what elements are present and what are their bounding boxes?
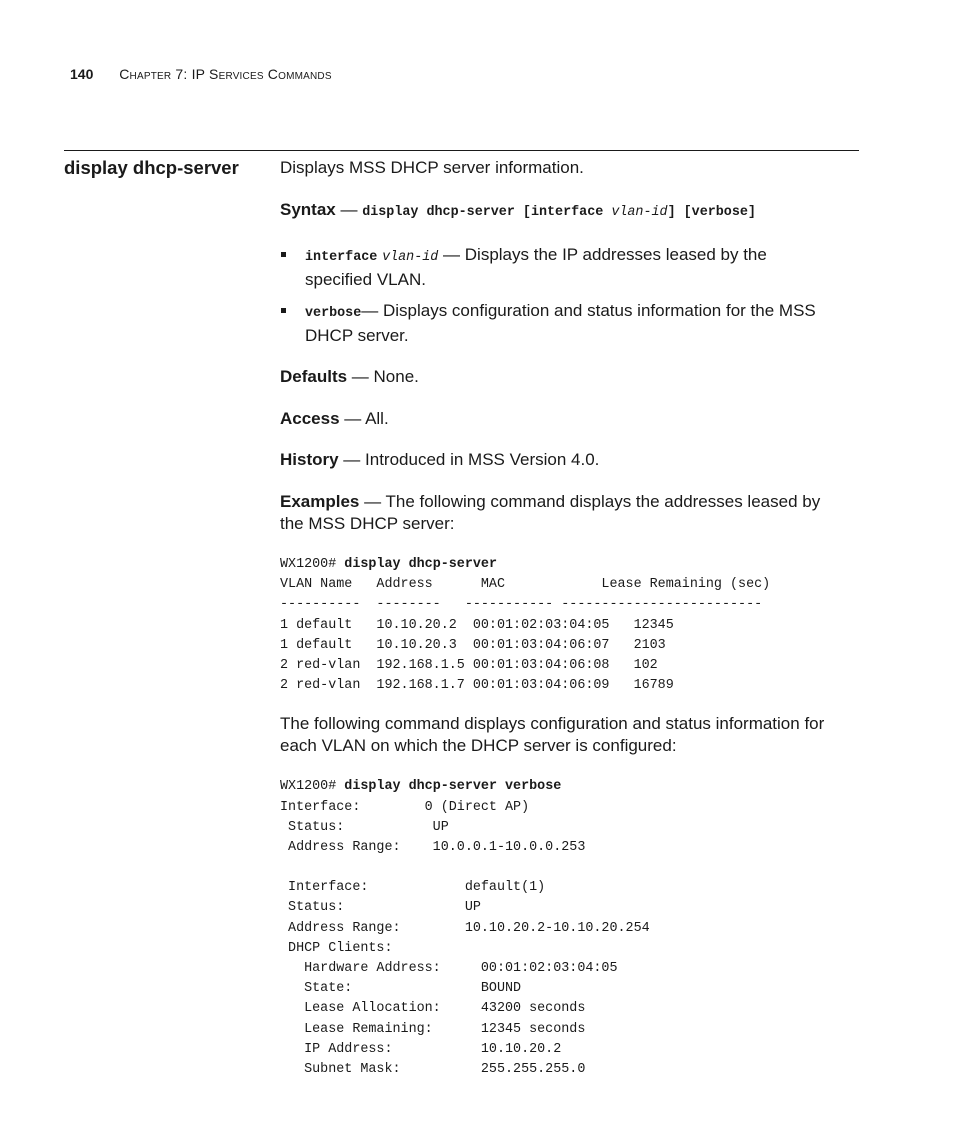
option-interface-keyword: interface	[305, 250, 378, 265]
example2-code-block	[280, 777, 860, 1080]
access-text: — All.	[339, 409, 389, 428]
defaults-text: — None.	[347, 367, 419, 386]
code-line: ---------- -------- ----------- -------------------------	[280, 597, 763, 613]
verbose-intro	[280, 713, 860, 757]
defaults-line	[280, 366, 860, 388]
option-interface-line2: specified VLAN.	[305, 270, 426, 289]
syntax-label: Syntax	[280, 200, 336, 219]
option-verbose-desc: — Displays configuration and status information for the MSS	[361, 301, 816, 320]
examples-text: — The following command displays the addresses leased by	[359, 492, 821, 511]
code-line: Lease Remaining: 12345 seconds	[280, 1021, 586, 1037]
command-description: Displays MSS DHCP server information.	[280, 158, 584, 177]
bullet-icon	[281, 252, 286, 257]
access-line	[280, 408, 860, 430]
history-text: — Introduced in MSS Version 4.0.	[338, 450, 600, 469]
code-line: 1 default 10.10.20.3 00:01:03:04:06:07 2103	[280, 637, 666, 653]
example2-prompt: WX1200#	[280, 779, 345, 795]
code-line: 1 default 10.10.20.2 00:01:02:03:04:05 12345	[280, 617, 674, 633]
examples-label: Examples	[280, 492, 360, 511]
option-verbose	[280, 300, 860, 347]
code-line: DHCP Clients:	[280, 940, 393, 956]
command-title: display dhcp-server	[64, 157, 239, 178]
code-line: IP Address: 10.10.20.2	[280, 1041, 562, 1057]
option-verbose-line1	[305, 300, 860, 325]
examples-line1	[280, 491, 860, 513]
option-interface-desc: — Displays the IP addresses leased by the	[438, 245, 767, 264]
code-line: Lease Allocation: 43200 seconds	[280, 1001, 586, 1017]
verbose-intro-line2: each VLAN on which the DHCP server is configured:	[280, 736, 677, 756]
code-line: Address Range: 10.0.0.1-10.0.0.253	[280, 839, 586, 855]
syntax-rest: ] [verbose]	[667, 205, 756, 220]
code-line: 2 red-vlan 192.168.1.5 00:01:03:04:06:08 102	[280, 657, 658, 673]
example1-prompt: WX1200#	[280, 557, 345, 572]
syntax-dash: —	[335, 200, 363, 219]
examples-intro	[280, 491, 860, 535]
history-label: History	[280, 450, 339, 469]
code-line: Interface: 0 (Direct AP)	[280, 799, 530, 815]
code-line	[280, 858, 860, 878]
example2-prompt-line	[280, 777, 860, 797]
example1-prompt-line	[280, 555, 860, 575]
code-line: Subnet Mask: 255.255.255.0	[280, 1061, 586, 1077]
example1-code-block	[280, 555, 860, 696]
section-rule	[64, 150, 859, 151]
history-line	[280, 449, 860, 471]
command-body	[280, 157, 860, 1080]
examples-line2: the MSS DHCP server:	[280, 514, 455, 533]
chapter-title: Chapter 7: IP Services Commands	[119, 66, 332, 82]
syntax-command: display dhcp-server [interface	[362, 205, 612, 220]
code-line: Status: UP	[280, 819, 449, 835]
running-header	[70, 66, 332, 82]
code-line: 2 red-vlan 192.168.1.7 00:01:03:04:06:09 16789	[280, 678, 674, 694]
code-line: State: BOUND	[280, 981, 522, 997]
code-line: Hardware Address: 00:01:02:03:04:05	[280, 961, 618, 976]
page-number: 140	[70, 66, 94, 82]
code-line: Status: UP	[280, 900, 481, 916]
code-line: VLAN Name Address MAC Lease Remaining (sec)	[280, 577, 771, 593]
syntax-argument: vlan-id	[611, 205, 668, 220]
defaults-label: Defaults	[280, 367, 348, 386]
option-verbose-line2: DHCP server.	[305, 326, 409, 345]
code-line: Interface: default(1)	[280, 880, 546, 896]
option-interface-arg: vlan-id	[382, 250, 439, 265]
option-interface-line1	[305, 244, 860, 269]
code-line: Address Range: 10.10.20.2-10.10.20.254	[280, 920, 650, 936]
bullet-icon	[281, 308, 286, 313]
option-verbose-keyword: verbose	[305, 306, 362, 321]
example2-command: display dhcp-server verbose	[344, 779, 562, 795]
verbose-intro-line1: The following command displays configuration and status information for	[280, 714, 825, 734]
access-label: Access	[280, 409, 340, 428]
example1-command: display dhcp-server	[344, 557, 497, 572]
option-interface	[280, 244, 860, 291]
syntax-line	[280, 199, 860, 224]
